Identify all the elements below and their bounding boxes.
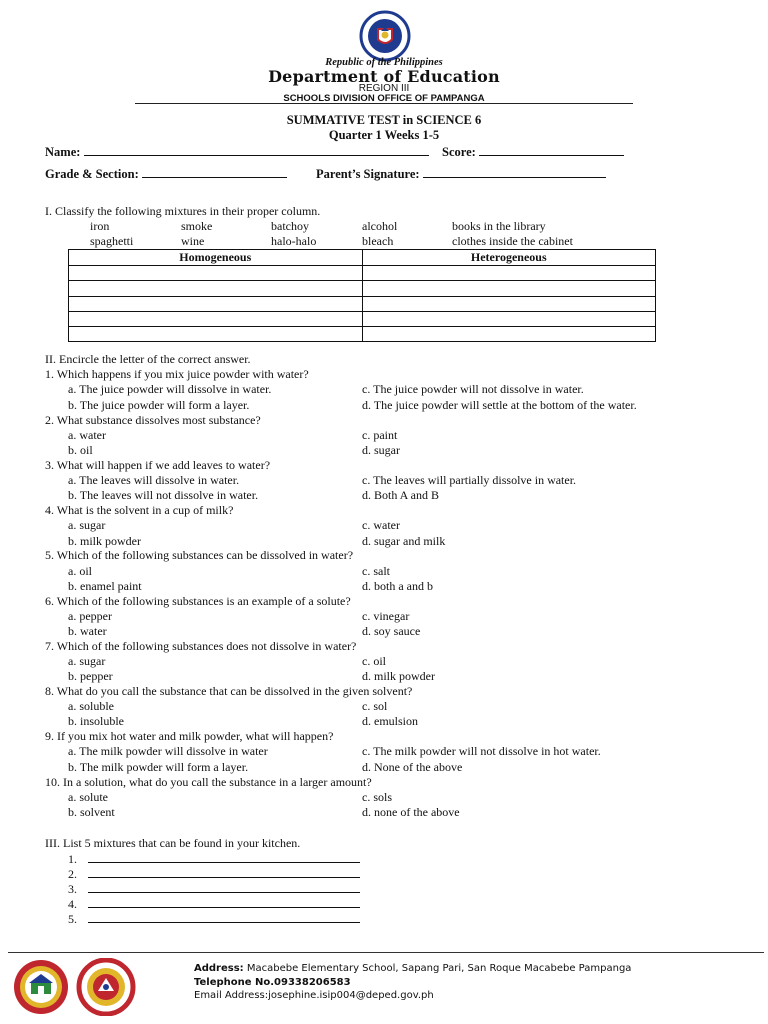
choice-c[interactable]: c. salt (362, 564, 390, 578)
table-cell[interactable] (362, 311, 656, 326)
homogeneous-header: Homogeneous (69, 250, 363, 266)
choice-c[interactable]: c. paint (362, 428, 398, 442)
question-text: 1. Which happens if you mix juice powder with water? (45, 367, 309, 381)
table-cell[interactable] (362, 327, 656, 342)
table-cell[interactable] (362, 281, 656, 296)
choice-c[interactable]: c. The juice powder will not dissolve in water. (362, 382, 584, 396)
question-text: 10. In a solution, what do you call the substance in a larger amount? (45, 775, 372, 789)
part3-instruction: III. List 5 mixtures that can be found in your kitchen. (45, 836, 301, 850)
question-text: 7. Which of the following substances does not dissolve in water? (45, 639, 357, 653)
choice-b[interactable]: b. oil (68, 443, 93, 457)
footer-telephone: Telephone No.09338206583 (194, 977, 351, 988)
answer-number: 5. (68, 912, 77, 926)
table-cell[interactable] (69, 266, 363, 281)
division-line: SCHOOLS DIVISION OFFICE OF PAMPANGA (283, 93, 485, 104)
choice-a[interactable]: a. sugar (68, 654, 106, 668)
choice-a[interactable]: a. The leaves will dissolve in water. (68, 473, 240, 487)
question-text: 2. What substance dissolves most substance? (45, 413, 261, 427)
answer-blank[interactable] (88, 851, 360, 863)
choice-d[interactable]: d. The juice powder will settle at the bottom of the water. (362, 398, 637, 412)
table-cell[interactable] (69, 311, 363, 326)
test-title: SUMMATIVE TEST in SCIENCE 6 (286, 113, 482, 127)
address-text: Macabebe Elementary School, Sapang Pari, San Roque Macabebe Pampanga (246, 963, 632, 974)
choice-d[interactable]: d. emulsion (362, 714, 418, 728)
word-item: wine (181, 234, 205, 248)
name-field[interactable] (84, 144, 429, 156)
footer-divider (8, 952, 764, 953)
choice-a[interactable]: a. pepper (68, 609, 112, 623)
table-row (69, 266, 656, 281)
republic-line: Republic of the Philippines (325, 57, 443, 68)
answer-number: 2. (68, 867, 77, 881)
choice-a[interactable]: a. oil (68, 564, 92, 578)
table-row (69, 296, 656, 311)
table-cell[interactable] (69, 327, 363, 342)
address-label: Address: (194, 963, 244, 974)
district-seal-icon (76, 958, 136, 1016)
choice-b[interactable]: b. water (68, 624, 107, 638)
test-subtitle: Quarter 1 Weeks 1-5 (328, 128, 440, 142)
word-item: bleach (362, 234, 394, 248)
question-text: 8. What do you call the substance that can be dissolved in the given solvent? (45, 684, 413, 698)
choice-d[interactable]: d. none of the above (362, 805, 460, 819)
question-text: 5. Which of the following substances can be dissolved in water? (45, 548, 354, 562)
choice-d[interactable]: d. soy sauce (362, 624, 421, 638)
table-row (69, 327, 656, 342)
choice-d[interactable]: d. None of the above (362, 760, 463, 774)
word-item: books in the library (452, 219, 546, 233)
name-label: Name: (45, 145, 81, 159)
answer-line-3[interactable] (68, 881, 360, 897)
choice-b[interactable]: b. milk powder (68, 534, 141, 548)
choice-c[interactable]: c. vinegar (362, 609, 410, 623)
choice-d[interactable]: d. sugar (362, 443, 400, 457)
choice-a[interactable]: a. sugar (68, 518, 106, 532)
word-item: halo-halo (271, 234, 317, 248)
answer-line-4[interactable] (68, 896, 360, 912)
word-item: batchoy (271, 219, 309, 233)
part1-instruction: I. Classify the following mixtures in their proper column. (45, 204, 321, 218)
question-text: 9. If you mix hot water and milk powder, what will happen? (45, 729, 334, 743)
question-text: 6. Which of the following substances is an example of a solute? (45, 594, 351, 608)
classification-table (68, 249, 656, 342)
parent-signature-field[interactable] (423, 166, 606, 178)
answer-number: 3. (68, 882, 77, 896)
choice-a[interactable]: a. water (68, 428, 106, 442)
choice-b[interactable]: b. The juice powder will form a layer. (68, 398, 250, 412)
footer-email[interactable]: Email Address:josephine.isip004@deped.gov.ph (194, 990, 434, 1001)
choice-c[interactable]: c. oil (362, 654, 386, 668)
answer-blank[interactable] (88, 896, 360, 908)
answer-number: 1. (68, 852, 77, 866)
table-cell[interactable] (362, 266, 656, 281)
score-label: Score: (442, 145, 476, 159)
choice-c[interactable]: c. sol (362, 699, 388, 713)
table-cell[interactable] (69, 296, 363, 311)
answer-number: 4. (68, 897, 77, 911)
choice-d[interactable]: d. milk powder (362, 669, 435, 683)
heterogeneous-header: Heterogeneous (362, 250, 656, 266)
choice-b[interactable]: b. solvent (68, 805, 115, 819)
answer-blank[interactable] (88, 866, 360, 878)
deped-seal-icon (355, 10, 415, 62)
word-item: clothes inside the cabinet (452, 234, 573, 248)
table-row (69, 281, 656, 296)
answer-line-1[interactable] (68, 851, 360, 867)
table-cell[interactable] (69, 281, 363, 296)
answer-blank[interactable] (88, 881, 360, 893)
department-name: Department of Education (268, 67, 500, 86)
choice-d[interactable]: d. both a and b (362, 579, 433, 593)
table-row (69, 311, 656, 326)
choice-a[interactable]: a. The juice powder will dissolve in water. (68, 382, 272, 396)
grade-section-label: Grade & Section: (45, 167, 139, 181)
choice-b[interactable]: b. pepper (68, 669, 113, 683)
region-line: REGION III (358, 83, 410, 94)
part2-instruction: II. Encircle the letter of the correct answer. (45, 352, 251, 366)
choice-b[interactable]: b. The leaves will not dissolve in water. (68, 488, 259, 502)
choice-c[interactable]: c. water (362, 518, 400, 532)
parent-signature-label: Parent’s Signature: (316, 167, 420, 181)
word-item: spaghetti (90, 234, 134, 248)
choice-b[interactable]: b. insoluble (68, 714, 124, 728)
question-text: 3. What will happen if we add leaves to water? (45, 458, 271, 472)
choice-a[interactable]: a. soluble (68, 699, 114, 713)
footer-address (194, 963, 631, 974)
grade-section-field[interactable] (142, 166, 287, 178)
school-logo-icon (10, 958, 72, 1016)
answer-line-5[interactable] (68, 911, 360, 927)
choice-c[interactable]: c. sols (362, 790, 392, 804)
word-item: smoke (181, 219, 213, 233)
answer-blank[interactable] (88, 911, 360, 923)
choice-b[interactable]: b. The milk powder will form a layer. (68, 760, 249, 774)
answer-line-2[interactable] (68, 866, 360, 882)
choice-c[interactable]: c. The milk powder will not dissolve in hot water. (362, 744, 601, 758)
score-field[interactable] (479, 144, 624, 156)
choice-a[interactable]: a. solute (68, 790, 108, 804)
choice-d[interactable]: d. sugar and milk (362, 534, 446, 548)
choice-b[interactable]: b. enamel paint (68, 579, 142, 593)
choice-a[interactable]: a. The milk powder will dissolve in water (68, 744, 268, 758)
header-divider (135, 103, 633, 104)
word-item: iron (90, 219, 110, 233)
question-text: 4. What is the solvent in a cup of milk? (45, 503, 234, 517)
word-item: alcohol (362, 219, 398, 233)
choice-c[interactable]: c. The leaves will partially dissolve in water. (362, 473, 577, 487)
table-cell[interactable] (362, 296, 656, 311)
choice-d[interactable]: d. Both A and B (362, 488, 440, 502)
